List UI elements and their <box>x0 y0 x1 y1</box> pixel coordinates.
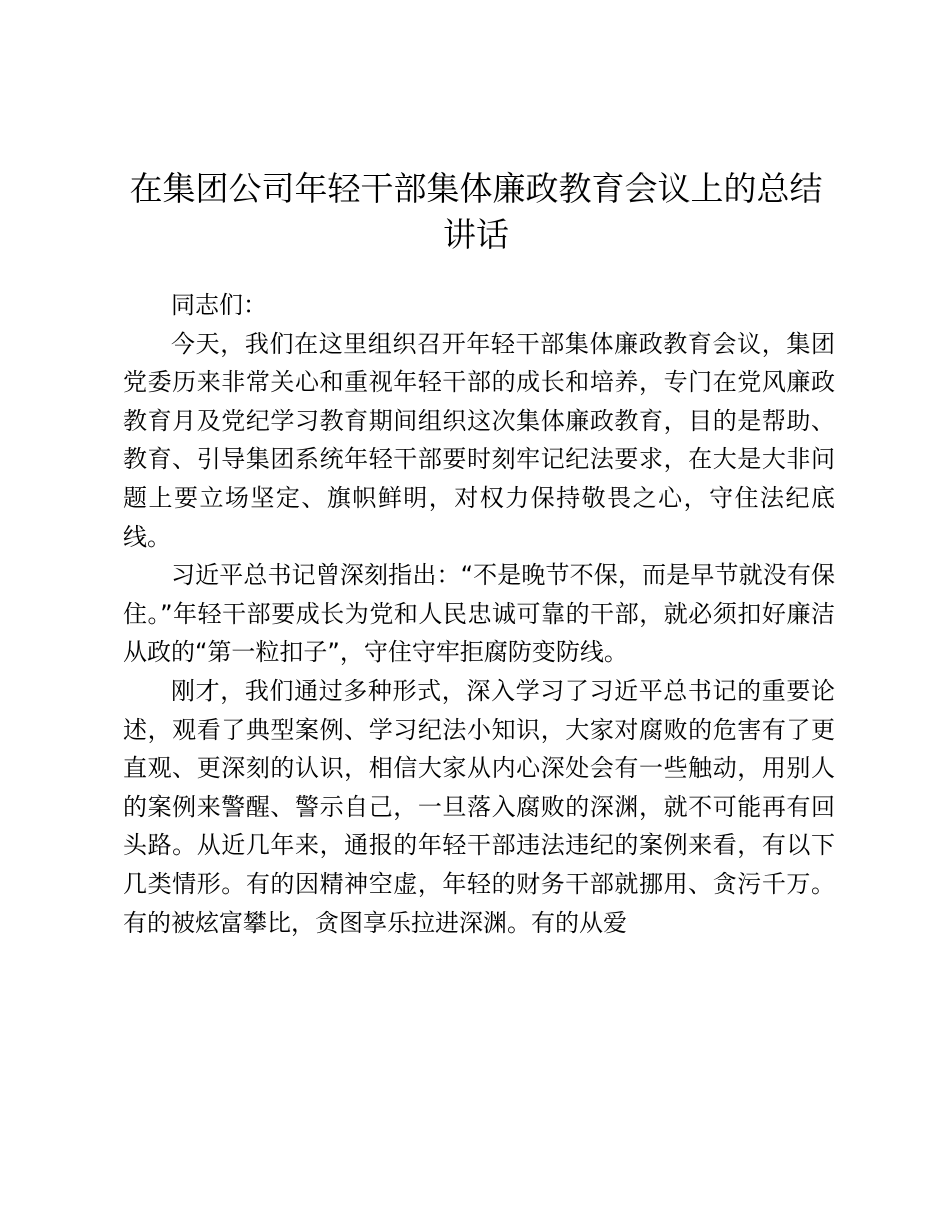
paragraph: 今天，我们在这里组织召开年轻干部集体廉政教育会议，集团党委历来非常关心和重视年轻干部的成长和培养，专门在党风廉政教育月及党纪学习教育期间组织这次集体廉政教育，目的是帮助、教育、引导集团系统年轻干部要时刻牢记纪法要求，在大是大非问题上要立场坚定、旗帜鲜明，对权力保持敬畏之心，守住法纪底线。 <box>123 329 835 551</box>
document-title: 在集团公司年轻干部集体廉政教育会议上的总结讲话 <box>129 169 823 254</box>
document-body <box>123 286 835 942</box>
paragraph: 刚才，我们通过多种形式，深入学习了习近平总书记的重要论述，观看了典型案例、学习纪法小知识，大家对腐败的危害有了更直观、更深刻的认识，相信大家从内心深处会有一些触动，用别人的案例来警醒、警示自己，一旦落入腐败的深渊，就不可能再有回头路。从近几年来，通报的年轻干部违法违纪的案例来看，有以下几类情形。有的因精神空虚，年轻的财务干部就挪用、贪污千万。有的被炫富攀比，贪图享乐拉进深渊。有的从爱 <box>123 676 835 937</box>
paragraph: 习近平总书记曾深刻指出：“不是晚节不保，而是早节就没有保住。”年轻干部要成长为党和人民忠诚可靠的干部，就必须扣好廉洁从政的“第一粒扣子”，守住守牢拒腐防变防线。 <box>123 561 835 667</box>
salutation: 同志们： <box>171 291 267 319</box>
